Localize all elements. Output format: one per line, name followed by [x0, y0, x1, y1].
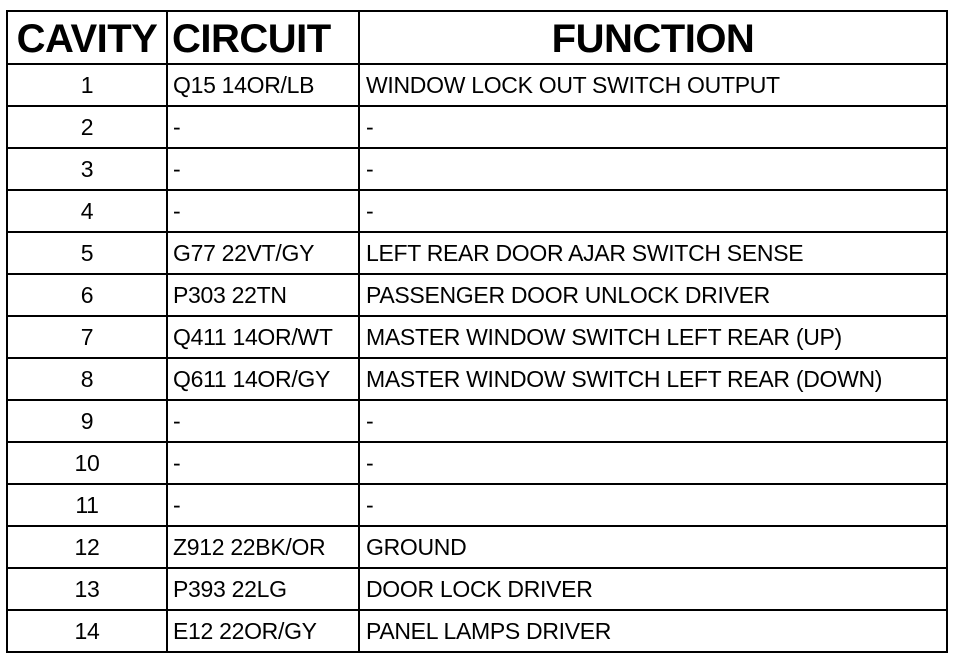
table-row — [7, 316, 947, 358]
table-row — [7, 484, 947, 526]
table-row — [7, 358, 947, 400]
function-cell: - — [359, 442, 947, 484]
table-row — [7, 526, 947, 568]
cavity-cell: 3 — [7, 148, 167, 190]
function-cell: GROUND — [359, 526, 947, 568]
function-cell: - — [359, 484, 947, 526]
circuit-cell: - — [167, 400, 359, 442]
table-row — [7, 190, 947, 232]
column-header-cavity: CAVITY — [7, 11, 167, 64]
function-cell: - — [359, 106, 947, 148]
cavity-cell: 11 — [7, 484, 167, 526]
function-cell: DOOR LOCK DRIVER — [359, 568, 947, 610]
circuit-cell: Q15 14OR/LB — [167, 64, 359, 106]
function-cell: - — [359, 148, 947, 190]
cavity-cell: 5 — [7, 232, 167, 274]
table-row — [7, 400, 947, 442]
circuit-cell: - — [167, 106, 359, 148]
circuit-cell: Q411 14OR/WT — [167, 316, 359, 358]
function-cell: WINDOW LOCK OUT SWITCH OUTPUT — [359, 64, 947, 106]
cavity-cell: 9 — [7, 400, 167, 442]
circuit-cell: Z912 22BK/OR — [167, 526, 359, 568]
circuit-cell: G77 22VT/GY — [167, 232, 359, 274]
table-row — [7, 64, 947, 106]
cavity-cell: 10 — [7, 442, 167, 484]
column-header-circuit: CIRCUIT — [167, 11, 359, 64]
circuit-cell: - — [167, 442, 359, 484]
table-header-row — [7, 11, 947, 64]
cavity-cell: 7 — [7, 316, 167, 358]
table-row — [7, 148, 947, 190]
column-header-function: FUNCTION — [359, 11, 947, 64]
function-cell: - — [359, 190, 947, 232]
circuit-cell: Q611 14OR/GY — [167, 358, 359, 400]
cavity-cell: 6 — [7, 274, 167, 316]
circuit-cell: - — [167, 190, 359, 232]
function-cell: PASSENGER DOOR UNLOCK DRIVER — [359, 274, 947, 316]
table-row — [7, 106, 947, 148]
table-body — [7, 64, 947, 652]
cavity-cell: 14 — [7, 610, 167, 652]
cavity-cell: 13 — [7, 568, 167, 610]
table-row — [7, 274, 947, 316]
function-cell: MASTER WINDOW SWITCH LEFT REAR (DOWN) — [359, 358, 947, 400]
table-row — [7, 232, 947, 274]
cavity-cell: 4 — [7, 190, 167, 232]
cavity-cell: 12 — [7, 526, 167, 568]
table-row — [7, 568, 947, 610]
function-cell: - — [359, 400, 947, 442]
cavity-cell: 2 — [7, 106, 167, 148]
function-cell: LEFT REAR DOOR AJAR SWITCH SENSE — [359, 232, 947, 274]
circuit-cell: - — [167, 484, 359, 526]
function-cell: PANEL LAMPS DRIVER — [359, 610, 947, 652]
table-row — [7, 442, 947, 484]
function-cell: MASTER WINDOW SWITCH LEFT REAR (UP) — [359, 316, 947, 358]
circuit-cell: P303 22TN — [167, 274, 359, 316]
connector-pinout-table — [6, 10, 948, 653]
circuit-cell: - — [167, 148, 359, 190]
cavity-cell: 8 — [7, 358, 167, 400]
cavity-cell: 1 — [7, 64, 167, 106]
circuit-cell: E12 22OR/GY — [167, 610, 359, 652]
circuit-cell: P393 22LG — [167, 568, 359, 610]
table-row — [7, 610, 947, 652]
